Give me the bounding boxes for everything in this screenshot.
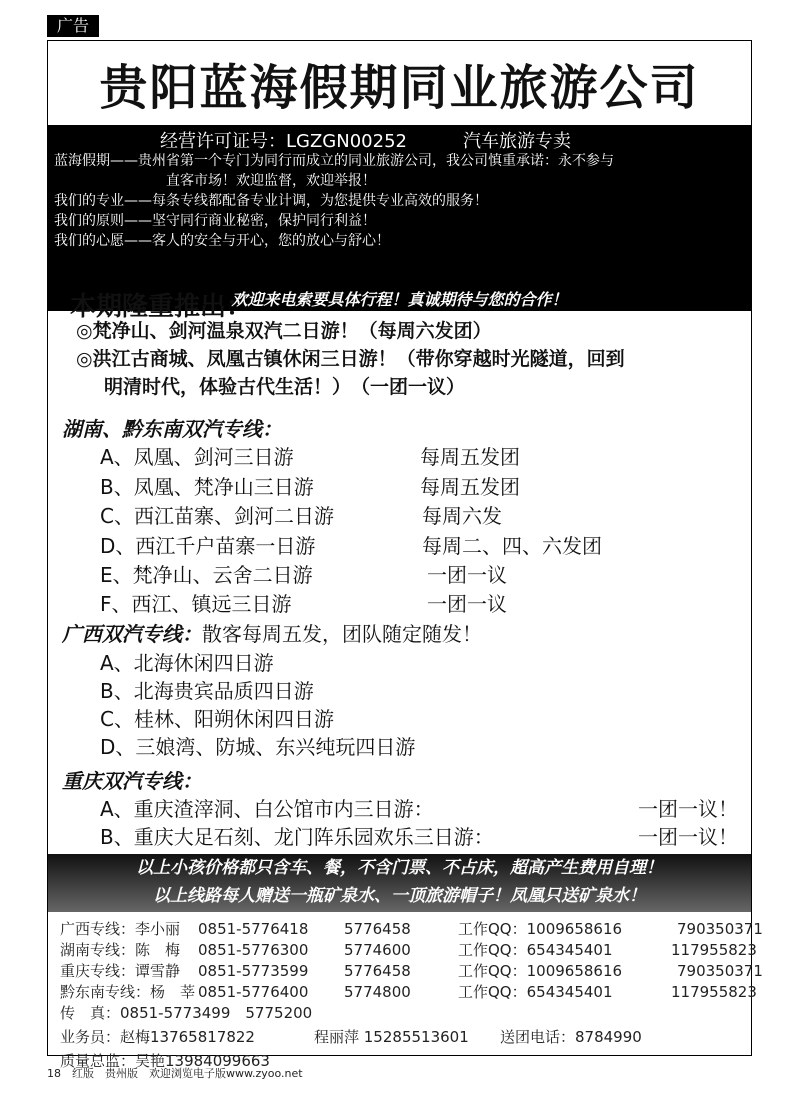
route-name: D、三娘湾、防城、东兴纯玩四日游 [100, 735, 416, 759]
staff-c: 送团电话：8784990 [500, 1028, 642, 1046]
route-schedule: 每周二、四、六发团 [422, 534, 602, 558]
welcome-line: 欢迎来电索要具体行程！真诚期待与您的合作！ [231, 290, 568, 309]
contact-qq: 工作QQ：1009658616 [458, 920, 623, 938]
intro-line: 直客市场！欢迎监督，欢迎举报！ [166, 173, 376, 189]
route-schedule: 一团一议！ [638, 825, 738, 849]
guangxi-title: 广西双汽专线： [62, 622, 202, 646]
staff-a: 业务员：赵梅13765817822 [60, 1028, 255, 1046]
contact-row [60, 959, 763, 980]
license-number: 经营许可证号：LGZGN00252 [160, 131, 407, 152]
contact-qq2: 790350371 [677, 920, 763, 938]
route-schedule: 每周六发 [422, 504, 502, 528]
contact-qq2: 117955823 [671, 983, 757, 1001]
ad-frame [47, 40, 763, 1070]
route-name: C、西江苗寨、剑河二日游 [100, 504, 334, 528]
intro-line: 蓝海假期——贵州省第一个专门为同行而成立的同业旅游公司，我公司慎重承诺：永不参与 [54, 153, 614, 169]
company-title: 贵阳蓝海假期同业旅游公司 [99, 60, 700, 116]
ad-tag: 广告 [47, 15, 99, 37]
intro-text [54, 151, 744, 251]
highlight-list [76, 317, 746, 401]
page-footer: 18 红版 贵州版 欢迎浏览电子版www.zyoo.net [47, 1067, 303, 1080]
contact-tel2: 5776458 [344, 920, 411, 938]
route-schedule: 一团一议 [427, 592, 507, 616]
route-name: B、北海贵宾品质四日游 [100, 679, 314, 703]
contact-tel2: 5774600 [344, 941, 411, 959]
highlight-item: ◎梵净山、剑河温泉双汽二日游！（每周六发团） [76, 320, 492, 342]
contact-row [60, 938, 757, 959]
staff-row [60, 1022, 750, 1047]
highlight-item: ◎洪江古商城、凤凰古镇休闲三日游！（带你穿越时光隧道，回到 [76, 348, 625, 370]
contact-line: 湖南专线：陈 梅 [60, 941, 181, 959]
intro-line: 我们的心愿——客人的安全与开心，您的放心与舒心！ [54, 233, 390, 249]
contact-tel: 0851-5773599 [198, 962, 309, 980]
route-name: D、西江千户苗寨一日游 [100, 534, 316, 558]
contact-qq2: 117955823 [671, 941, 757, 959]
contact-qq: 工作QQ：1009658616 [458, 962, 623, 980]
fax-row [60, 1001, 750, 1022]
route-schedule: 一团一议！ [638, 797, 738, 821]
staff-b: 程丽萍 15285513601 [314, 1028, 469, 1046]
guangxi-note: 散客每周五发，团队随定随发！ [202, 622, 482, 646]
route-name: B、重庆大足石刻、龙门阵乐园欢乐三日游： [100, 825, 494, 849]
contact-qq2: 790350371 [677, 962, 763, 980]
contact-tel2: 5776458 [344, 962, 411, 980]
route-name: C、桂林、阳朔休闲四日游 [100, 707, 334, 731]
license-line [160, 127, 571, 153]
intro-line: 我们的原则——坚守同行商业秘密，保护同行利益！ [54, 213, 376, 229]
contact-tel2: 5774800 [344, 983, 411, 1001]
notice-banner [48, 854, 751, 912]
contact-line: 黔东南专线：杨 莘 [60, 983, 196, 1001]
contact-tel: 0851-5776418 [198, 920, 309, 938]
guangxi-heading [62, 618, 482, 647]
contact-qq: 工作QQ：654345401 [458, 983, 613, 1001]
contact-row [60, 980, 757, 1001]
chongqing-heading: 重庆双汽专线： [62, 769, 202, 793]
route-name: E、梵净山、云舍二日游 [100, 563, 313, 587]
notice-line: 以上线路每人赠送一瓶矿泉水、一顶旅游帽子！凤凰只送矿泉水！ [153, 886, 646, 906]
route-schedule: 每周五发团 [420, 445, 520, 469]
contact-row [60, 917, 763, 938]
intro-line: 我们的专业——每条专线都配备专业计调，为您提供专业高效的服务！ [54, 193, 488, 209]
contact-tel: 0851-5776400 [198, 983, 309, 1001]
contact-line: 重庆专线：谭雪静 [60, 962, 181, 980]
highlight-item: 明清时代，体验古代生活！） （一团一议） [104, 376, 466, 398]
announce-heading: 本期隆重推出： [70, 292, 253, 322]
route-name: A、重庆渣滓洞、白公馆市内三日游： [100, 797, 434, 821]
license-specialty: 汽车旅游专卖 [462, 131, 571, 152]
notice-line: 以上小孩价格都只含车、餐，不含门票、不占床，超高产生费用自理！ [136, 858, 663, 878]
route-name: A、凤凰、剑河三日游 [100, 445, 294, 469]
fax: 传 真：0851-5773499 5775200 [60, 1004, 313, 1022]
intro-block [48, 125, 751, 311]
quality-director: 质量总监：吴艳13984099663 [60, 1052, 270, 1070]
route-name: F、西江、镇远三日游 [100, 592, 292, 616]
contact-qq: 工作QQ：654345401 [458, 941, 613, 959]
contact-tel: 0851-5776300 [198, 941, 309, 959]
route-schedule: 一团一议 [427, 563, 507, 587]
contact-line: 广西专线：李小丽 [60, 920, 181, 938]
route-schedule: 每周五发团 [420, 475, 520, 499]
route-name: A、北海休闲四日游 [100, 651, 274, 675]
contact-list [60, 917, 763, 1070]
route-name: B、凤凰、梵净山三日游 [100, 475, 314, 499]
hunan-heading: 湖南、黔东南双汽专线： [62, 417, 282, 441]
